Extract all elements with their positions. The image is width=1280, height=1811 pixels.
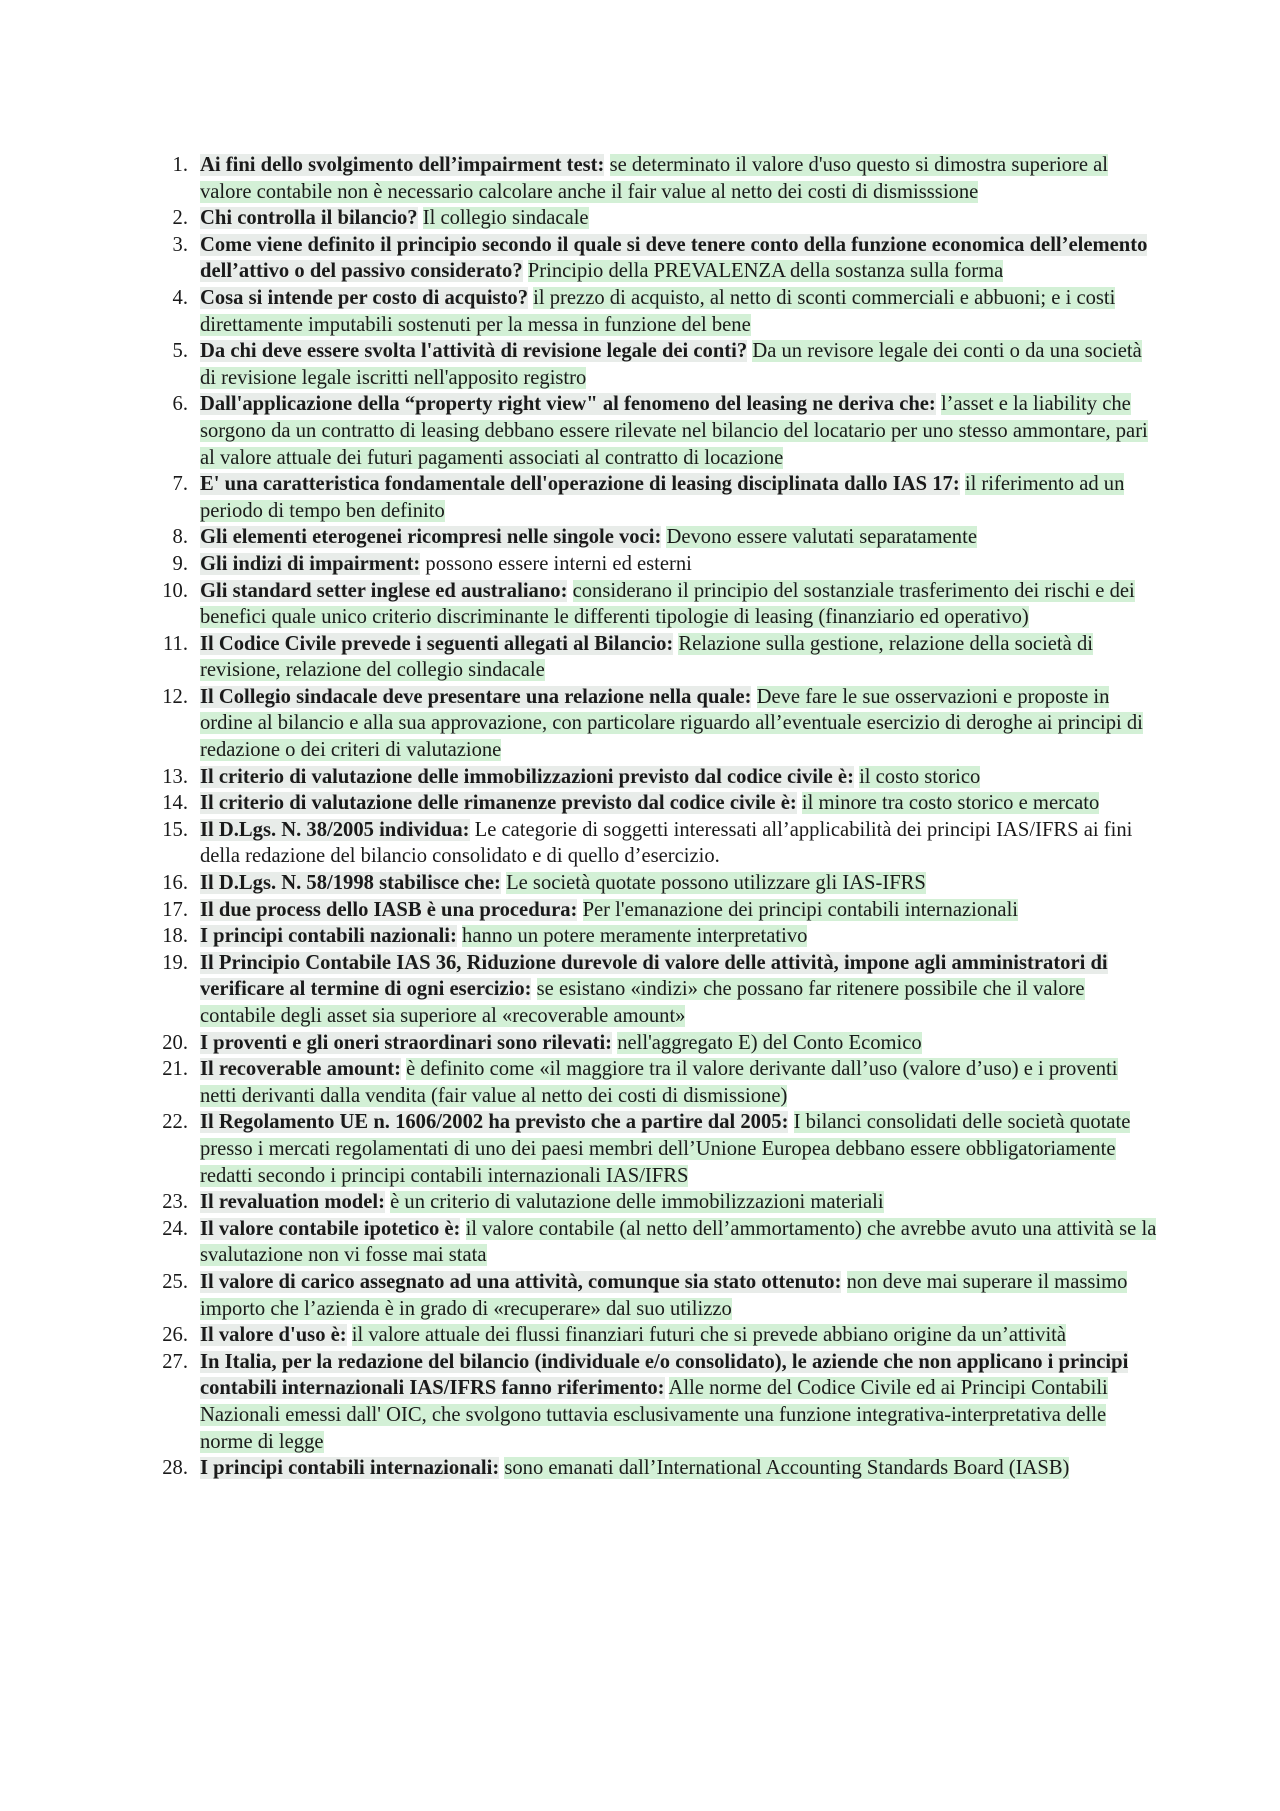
list-item: [158, 1269, 1158, 1322]
question-text: Dall'applicazione della “property right view" al fenomeno del leasing ne deriva che:: [200, 393, 936, 416]
list-item: [158, 551, 1158, 578]
question-text: Gli indizi di impairment:: [200, 552, 421, 575]
item-number: 16.: [162, 872, 188, 895]
item-number: 1.: [172, 154, 188, 176]
item-number: 7.: [172, 473, 188, 496]
answer-text: Devono essere valutati separatamente: [666, 526, 977, 549]
question-text: Il criterio di valutazione delle rimanenze previsto dal codice civile è:: [200, 792, 797, 815]
list-item: [158, 764, 1158, 791]
list-item: [158, 1030, 1158, 1057]
question-text: Gli standard setter inglese ed australiano:: [200, 579, 568, 602]
item-number: 14.: [162, 792, 188, 815]
answer-text: nell'aggregato E) del Conto Ecomico: [617, 1031, 922, 1054]
question-text: Il D.Lgs. N. 58/1998 stabilisce che:: [200, 872, 501, 895]
question-text: Il D.Lgs. N. 38/2005 individua:: [200, 818, 470, 841]
item-number: 23.: [162, 1191, 188, 1214]
item-number: 21.: [162, 1058, 188, 1081]
answer-text: Principio della PREVALENZA della sostanza sulla forma: [527, 260, 1004, 283]
question-text: Il valore contabile ipotetico è:: [200, 1217, 461, 1240]
list-item: [158, 285, 1158, 338]
question-text: Il Principio Contabile IAS 36, Riduzione durevole di valore delle attività, impone agli amministratori di verificare al termine di ogni esercizio:: [200, 951, 1108, 1001]
item-number: 5.: [172, 340, 188, 363]
question-text: Il Codice Civile prevede i seguenti allegati al Bilancio:: [200, 632, 674, 655]
item-number: 10.: [162, 579, 188, 602]
list-item: [158, 684, 1158, 764]
list-item: [158, 817, 1158, 870]
list-item: [158, 1216, 1158, 1269]
list-item: [158, 1189, 1158, 1216]
item-number: 19.: [162, 951, 188, 974]
question-text: I proventi e gli oneri straordinari sono rilevati:: [200, 1031, 613, 1054]
answer-text: il prezzo di acquisto, al netto di sconti commerciali e abbuoni; e i costi direttamente imputabili sostenuti per la messa in funzione del bene: [200, 286, 1116, 336]
list-item: [158, 1109, 1158, 1189]
list-item: [158, 1349, 1158, 1455]
answer-text: Per l'emanazione dei principi contabili internazionali: [582, 898, 1019, 921]
list-item: [158, 631, 1158, 684]
item-number: 12.: [162, 685, 188, 708]
question-text: Il Collegio sindacale deve presentare una relazione nella quale:: [200, 685, 752, 708]
list-item: [158, 205, 1158, 232]
question-text: Il criterio di valutazione delle immobilizzazioni previsto dal codice civile è:: [200, 765, 854, 788]
item-number: 2.: [172, 207, 188, 230]
list-item: [158, 1455, 1158, 1482]
question-text: In Italia, per la redazione del bilancio (individuale e/o consolidato), le aziende che non applicano i principi contabili internazionali IAS/IFRS fanno riferimento:: [200, 1350, 1129, 1400]
answer-text: il riferimento ad un periodo di tempo ben definito: [200, 473, 1125, 522]
question-text: Cosa si intende per costo di acquisto?: [200, 286, 529, 309]
question-text: I principi contabili internazionali:: [200, 1457, 500, 1480]
answer-text: considerano il principio del sostanziale trasferimento dei rischi e dei benefici quale unico criterio discriminante le differenti tipologie di leasing (finanziario ed operativo): [200, 579, 1135, 629]
item-number: 20.: [162, 1031, 188, 1054]
answer-text: il valore contabile (al netto dell’ammortamento) che avrebbe avuto una attività se la svalutazione non vi fosse mai stata: [200, 1217, 1157, 1267]
question-text: Il valore di carico assegnato ad una attività, comunque sia stato ottenuto:: [200, 1270, 842, 1293]
list-item: [158, 923, 1158, 950]
answer-text: se esistano «indizi» che possano far ritenere possibile che il valore contabile degli asset sia superiore al «recoverable amount»: [200, 978, 1085, 1027]
answer-text: il minore tra costo storico e mercato: [801, 792, 1100, 815]
list-item: [158, 950, 1158, 1030]
question-text: Come viene definito il principio secondo il quale si deve tenere conto della funzione economica dell’elemento dell’attivo o del passivo considerato?: [200, 233, 1148, 283]
item-number: 26.: [162, 1324, 188, 1347]
answer-text: I bilanci consolidati delle società quotate presso i mercati regolamentati di uno dei paesi membri dell’Unione Europea debbano essere obbligatoriamente redatti secondo i principi contabili internazionali IAS/IFRS: [200, 1111, 1131, 1187]
answer-text: è un criterio di valutazione delle immobilizzazioni materiali: [390, 1191, 884, 1214]
answer-text: Deve fare le sue osservazioni e proposte in ordine al bilancio e alla sua approvazione, con particolare riguardo all’eventuale esercizio di deroghe ai principi di redazione o dei criteri di valutazione: [200, 685, 1143, 762]
answer-text: il costo storico: [859, 765, 981, 788]
answer-text: Da un revisore legale dei conti o da una società di revisione legale iscritti nell'apposito registro: [200, 340, 1142, 389]
item-number: 4.: [172, 286, 188, 309]
answer-text: Il collegio sindacale: [422, 207, 589, 230]
list-item: [158, 790, 1158, 817]
item-number: 8.: [172, 526, 188, 549]
answer-text: è definito come «il maggiore tra il valore derivante dall’uso (valore d’uso) e i proventi netti derivanti dalla vendita (fair value al netto dei costi di dismissione): [200, 1058, 1118, 1107]
answer-text: Relazione sulla gestione, relazione della società di revisione, relazione del collegio sindacale: [200, 632, 1093, 682]
answer-text: sono emanati dall’International Accounting Standards Board (IASB): [504, 1457, 1070, 1480]
list-item: [158, 471, 1158, 524]
item-number: 15.: [162, 818, 188, 841]
item-number: 13.: [162, 765, 188, 788]
list-item: [158, 1056, 1158, 1109]
question-answer-list: [158, 152, 1158, 1482]
answer-text: Le categorie di soggetti interessati all’applicabilità dei principi IAS/IFRS ai fini della redazione del bilancio consolidato e di quello d’esercizio.: [200, 818, 1133, 868]
question-text: Chi controlla il bilancio?: [200, 207, 418, 230]
list-item: [158, 870, 1158, 897]
answer-text: se determinato il valore d'uso questo si dimostra superiore al valore contabile non è necessario calcolare anche il fair value al netto dei costi di dismisssione: [200, 154, 1108, 203]
answer-text: Alle norme del Codice Civile ed ai Principi Contabili Nazionali emessi dall' OIC, che svolgono tuttavia esclusivamente una funzione integrativa-interpretativa delle norme di legge: [200, 1377, 1108, 1453]
question-text: Il Regolamento UE n. 1606/2002 ha previsto che a partire dal 2005:: [200, 1111, 789, 1134]
item-number: 18.: [162, 925, 188, 948]
answer-text: l’asset e la liability che sorgono da un contratto di leasing debbano essere rilevate nel bilancio del locatario per uno stesso ammontare, pari al valore attuale dei futuri pagamenti associati al contratto di locazione: [200, 393, 1148, 469]
answer-text: hanno un potere meramente interpretativo: [462, 925, 808, 948]
list-item: [158, 152, 1158, 205]
question-text: Il valore d'uso è:: [200, 1324, 347, 1347]
question-text: Da chi deve essere svolta l'attività di revisione legale dei conti?: [200, 340, 748, 363]
item-number: 17.: [162, 898, 188, 921]
item-number: 11.: [163, 632, 188, 655]
question-text: Ai fini dello svolgimento dell’impairment test:: [200, 154, 605, 176]
question-text: Gli elementi eterogenei ricompresi nelle singole voci:: [200, 526, 662, 549]
answer-text: il valore attuale dei flussi finanziari futuri che si prevede abbiano origine da un’attività: [351, 1324, 1067, 1347]
answer-text: non deve mai superare il massimo importo che l’azienda è in grado di «recuperare» dal suo utilizzo: [200, 1270, 1128, 1320]
item-number: 3.: [172, 233, 188, 256]
item-number: 24.: [162, 1217, 188, 1240]
question-text: Il revaluation model:: [200, 1191, 385, 1214]
list-item: [158, 232, 1158, 285]
item-number: 6.: [172, 393, 188, 416]
list-item: [158, 524, 1158, 551]
item-number: 27.: [162, 1350, 188, 1373]
question-text: Il due process dello IASB è una procedura:: [200, 898, 578, 921]
list-item: [158, 391, 1158, 471]
answer-text: possono essere interni ed esterni: [425, 552, 692, 575]
question-text: E' una caratteristica fondamentale dell'operazione di leasing disciplinata dallo IAS 17:: [200, 473, 960, 496]
answer-text: Le società quotate possono utilizzare gli IAS-IFRS: [506, 872, 926, 895]
question-text: Il recoverable amount:: [200, 1058, 401, 1081]
item-number: 9.: [172, 552, 188, 575]
list-item: [158, 578, 1158, 631]
item-number: 22.: [162, 1111, 188, 1134]
list-item: [158, 897, 1158, 924]
item-number: 28.: [162, 1457, 188, 1480]
question-text: I principi contabili nazionali:: [200, 925, 457, 948]
list-item: [158, 1322, 1158, 1349]
list-item: [158, 338, 1158, 391]
item-number: 25.: [162, 1270, 188, 1293]
